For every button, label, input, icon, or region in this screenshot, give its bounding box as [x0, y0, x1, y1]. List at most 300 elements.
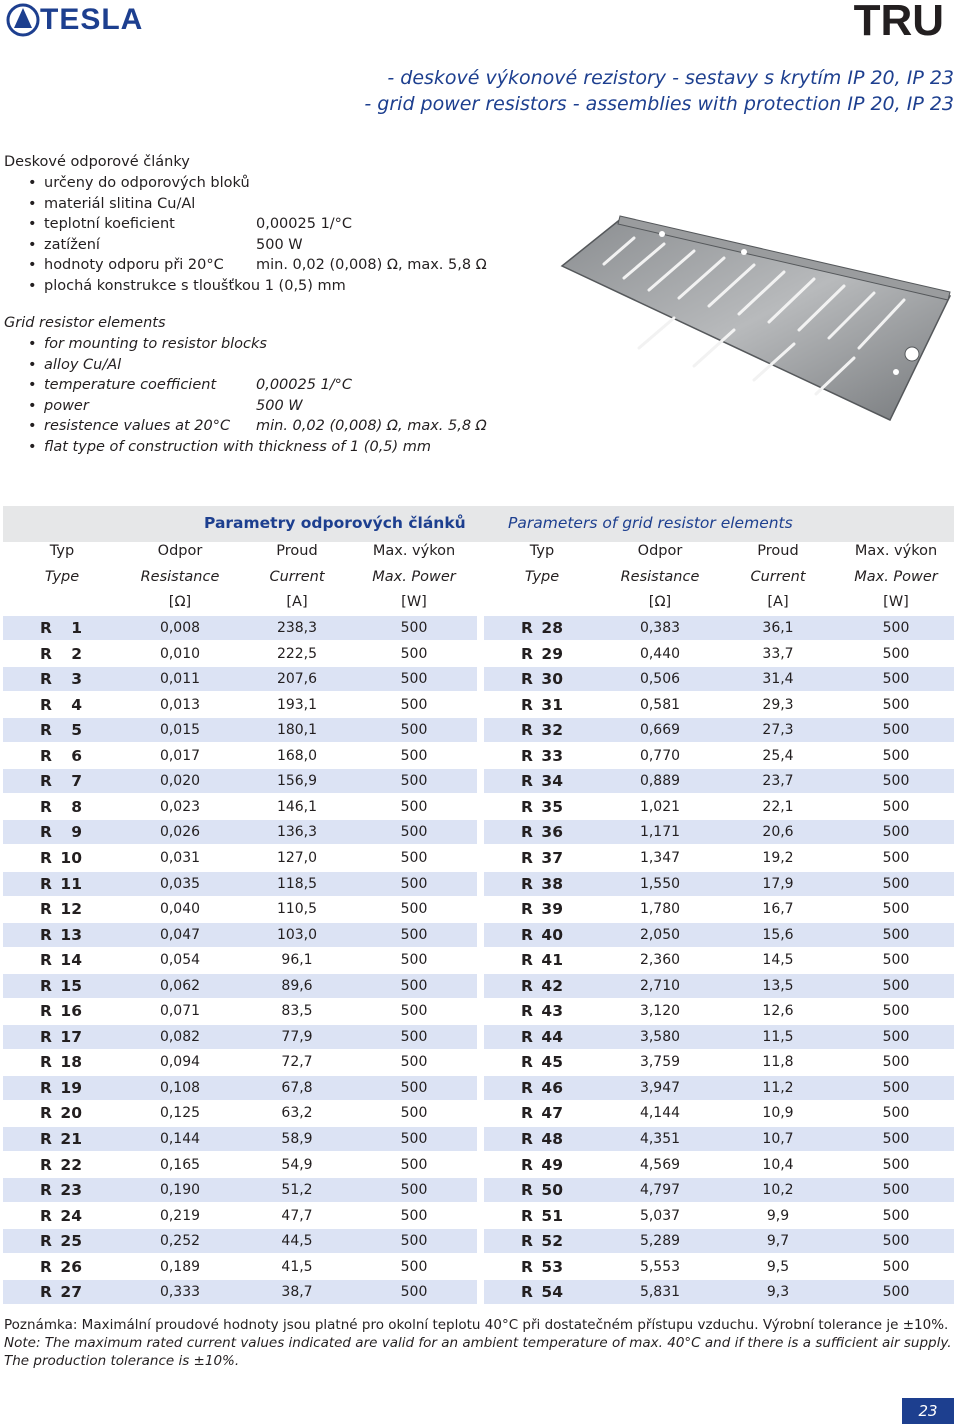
column-header: Max. výkon [854, 543, 938, 559]
column-header: Type [44, 569, 80, 585]
cell-type [521, 769, 563, 793]
column-header: Max. Power [372, 569, 456, 585]
cell-pow: 500 [882, 952, 910, 969]
type-prefix: R [40, 1078, 52, 1097]
cell-pow: 500 [400, 952, 428, 969]
cell-cur: 22,1 [762, 798, 794, 815]
cell-res: 0,219 [159, 1207, 201, 1224]
cell-type [521, 1229, 563, 1253]
type-prefix: R [40, 1181, 52, 1200]
cell-res: 3,759 [639, 1054, 681, 1071]
cell-cur: 63,2 [281, 1105, 313, 1122]
type-prefix: R [521, 1130, 533, 1148]
cell-type [40, 769, 82, 793]
type-number: 34 [541, 772, 563, 791]
cell-type [521, 846, 563, 870]
specs-cs-title: Deskové odporové články [4, 154, 190, 170]
cell-type [521, 718, 563, 742]
column-header: Max. výkon [372, 543, 456, 559]
cell-type [40, 1050, 82, 1074]
type-number: 39 [541, 900, 563, 919]
cell-cur: 9,3 [766, 1284, 790, 1301]
cell-type [521, 999, 563, 1023]
type-number: 13 [60, 925, 82, 944]
cell-pow: 500 [400, 1131, 428, 1147]
grid-resistor-photo [544, 168, 956, 444]
type-number: 2 [71, 644, 82, 663]
spec-item [28, 235, 548, 255]
type-prefix: R [40, 670, 52, 689]
cell-cur: 11,8 [762, 1054, 794, 1071]
cell-cur: 168,0 [276, 747, 318, 764]
type-number: 37 [541, 848, 563, 867]
cell-type [521, 1280, 563, 1304]
cell-cur: 10,9 [762, 1105, 794, 1122]
type-prefix: R [40, 823, 52, 842]
cell-pow: 500 [882, 722, 910, 739]
type-number: 23 [60, 1181, 82, 1200]
cell-pow: 500 [882, 1233, 910, 1250]
cell-res: 5,553 [639, 1258, 681, 1275]
spec-item [28, 194, 548, 214]
column-header: Max. Power [854, 569, 938, 585]
type-prefix: R [40, 1027, 52, 1046]
cell-cur: 36,1 [762, 620, 794, 636]
type-prefix: R [40, 746, 52, 765]
cell-cur: 31,4 [762, 671, 794, 688]
cell-res: 3,947 [639, 1079, 681, 1096]
cell-pow: 500 [400, 1284, 428, 1301]
type-number: 21 [60, 1130, 82, 1148]
cell-type [40, 846, 82, 870]
spec-item [28, 276, 548, 296]
type-prefix: R [40, 1002, 52, 1021]
cell-type [521, 616, 563, 640]
type-prefix: R [40, 1206, 52, 1225]
spec-value: min. 0,02 (0,008) Ω, max. 5,8 Ω [256, 418, 487, 434]
type-number: 49 [541, 1155, 563, 1174]
type-prefix: R [40, 848, 52, 867]
type-prefix: R [521, 1155, 533, 1174]
type-prefix: R [521, 1232, 533, 1251]
type-number: 19 [60, 1078, 82, 1097]
cell-type [40, 667, 82, 691]
spec-item [28, 416, 548, 436]
type-number: 31 [541, 695, 563, 714]
type-prefix: R [521, 1053, 533, 1072]
cell-res: 0,082 [159, 1028, 201, 1045]
cell-pow: 500 [400, 1054, 428, 1071]
cell-res: 3,120 [639, 1003, 681, 1020]
cell-pow: 500 [400, 722, 428, 739]
cell-cur: 238,3 [276, 620, 318, 636]
cell-cur: 96,1 [281, 952, 313, 969]
cell-res: 4,144 [639, 1105, 681, 1122]
type-prefix: R [521, 874, 533, 893]
type-prefix: R [40, 1104, 52, 1123]
spec-label: materiál slitina Cu/Al [44, 195, 196, 212]
specs-en-title: Grid resistor elements [4, 315, 166, 331]
cell-type [40, 718, 82, 742]
column-header: Type [524, 569, 560, 585]
spec-label: teplotní koeficient [44, 216, 175, 232]
bullet-icon: • [28, 438, 37, 455]
spec-value: 0,00025 1/°C [256, 216, 353, 232]
brand-name: TESLA [40, 3, 144, 36]
cell-res: 0,190 [159, 1182, 201, 1199]
cell-cur: 25,4 [762, 747, 794, 764]
type-prefix: R [521, 670, 533, 689]
spec-item [28, 396, 548, 416]
cell-res: 0,062 [159, 977, 201, 994]
column-header: Typ [529, 543, 555, 559]
cell-pow: 500 [882, 645, 910, 662]
cell-type [40, 1204, 82, 1228]
cell-res: 1,171 [639, 824, 681, 841]
cell-res: 0,020 [159, 773, 201, 790]
column-header: [A] [286, 594, 308, 610]
cell-cur: 33,7 [762, 645, 794, 662]
cell-cur: 29,3 [762, 696, 794, 713]
cell-cur: 77,9 [281, 1028, 313, 1045]
cell-pow: 500 [400, 849, 428, 866]
cell-res: 0,383 [639, 620, 681, 636]
cell-type [521, 974, 563, 998]
cell-cur: 127,0 [276, 849, 318, 866]
cell-type [521, 923, 563, 947]
tesla-logo-icon [6, 2, 42, 38]
cell-pow: 500 [400, 1207, 428, 1224]
cell-pow: 500 [400, 1233, 428, 1250]
cell-res: 0,047 [159, 926, 201, 943]
type-prefix: R [521, 619, 533, 637]
type-number: 11 [60, 874, 82, 893]
cell-res: 1,550 [639, 875, 681, 892]
cell-cur: 12,6 [762, 1003, 794, 1020]
cell-cur: 136,3 [276, 824, 318, 841]
type-number: 17 [60, 1027, 82, 1046]
type-prefix: R [40, 1155, 52, 1174]
type-prefix: R [521, 976, 533, 995]
bullet-icon: • [28, 336, 37, 352]
cell-res: 0,054 [159, 952, 201, 969]
type-prefix: R [40, 1130, 52, 1148]
cell-res: 0,094 [159, 1054, 201, 1071]
spec-item [28, 355, 548, 375]
spec-item [28, 437, 548, 457]
spec-label: hodnoty odporu při 20°C [44, 257, 224, 273]
spec-item [28, 173, 548, 193]
cell-pow: 500 [882, 1054, 910, 1071]
type-number: 54 [541, 1283, 563, 1302]
cell-res: 0,669 [639, 722, 681, 739]
type-number: 35 [541, 797, 563, 816]
cell-type [521, 1178, 563, 1202]
cell-pow: 500 [882, 926, 910, 943]
spec-label: resistence values at 20°C [44, 418, 231, 434]
cell-type [521, 897, 563, 921]
type-number: 27 [60, 1283, 82, 1302]
cell-type [40, 1229, 82, 1253]
column-header: Resistance [140, 569, 220, 585]
cell-res: 4,351 [639, 1131, 681, 1147]
cell-res: 4,797 [639, 1182, 681, 1199]
type-number: 29 [541, 644, 563, 663]
cell-res: 2,360 [639, 952, 681, 969]
type-number: 4 [71, 695, 82, 714]
cell-type [521, 820, 563, 844]
cell-type [521, 693, 563, 717]
spec-label: power [44, 397, 89, 414]
cell-type [40, 820, 82, 844]
type-prefix: R [40, 772, 52, 791]
column-header: [W] [401, 594, 427, 610]
type-number: 53 [541, 1257, 563, 1276]
type-prefix: R [521, 1181, 533, 1200]
cell-pow: 500 [400, 747, 428, 764]
cell-cur: 44,5 [281, 1233, 313, 1250]
cell-res: 1,780 [639, 901, 681, 918]
cell-cur: 67,8 [281, 1079, 313, 1096]
column-header: Resistance [620, 569, 700, 585]
cell-type [40, 1101, 82, 1125]
cell-res: 0,770 [639, 747, 681, 764]
cell-type [40, 616, 82, 640]
type-number: 1 [71, 619, 82, 637]
cell-cur: 20,6 [762, 824, 794, 841]
type-prefix: R [40, 1232, 52, 1251]
cell-pow: 500 [882, 1105, 910, 1122]
cell-pow: 500 [400, 1028, 428, 1045]
type-number: 16 [60, 1002, 82, 1021]
cell-type [521, 1255, 563, 1279]
type-number: 12 [60, 900, 82, 919]
cell-pow: 500 [882, 1258, 910, 1275]
series-title: TRU [853, 0, 944, 45]
cell-res: 0,108 [159, 1079, 201, 1096]
bullet-icon: • [28, 216, 37, 232]
cell-type [40, 795, 82, 819]
type-number: 30 [541, 670, 563, 689]
cell-res: 1,347 [639, 849, 681, 866]
type-number: 9 [71, 823, 82, 842]
type-prefix: R [40, 797, 52, 816]
cell-pow: 500 [400, 620, 428, 636]
cell-res: 0,581 [639, 696, 681, 713]
type-prefix: R [521, 644, 533, 663]
type-prefix: R [40, 1257, 52, 1276]
cell-res: 0,889 [639, 773, 681, 790]
type-number: 32 [541, 721, 563, 740]
cell-pow: 500 [400, 773, 428, 790]
cell-cur: 193,1 [276, 696, 318, 713]
type-prefix: R [521, 1002, 533, 1021]
cell-type [40, 1255, 82, 1279]
cell-pow: 500 [882, 849, 910, 866]
type-prefix: R [521, 797, 533, 816]
cell-type [521, 872, 563, 896]
bullet-icon: • [28, 418, 37, 434]
type-number: 51 [541, 1206, 563, 1225]
cell-res: 0,011 [159, 671, 201, 688]
cell-pow: 500 [400, 671, 428, 688]
cell-type [40, 1178, 82, 1202]
cell-cur: 89,6 [281, 977, 313, 994]
cell-type [40, 642, 82, 666]
cell-pow: 500 [400, 1156, 428, 1173]
type-number: 22 [60, 1155, 82, 1174]
cell-res: 0,035 [159, 875, 201, 892]
cell-res: 5,831 [639, 1284, 681, 1301]
column-header: [Ω] [168, 594, 192, 610]
cell-res: 0,013 [159, 696, 201, 713]
type-prefix: R [521, 695, 533, 714]
type-prefix: R [521, 1206, 533, 1225]
bullet-icon: • [28, 356, 37, 373]
spec-item [28, 334, 548, 354]
cell-type [521, 667, 563, 691]
bullet-icon: • [28, 277, 37, 294]
type-prefix: R [40, 1283, 52, 1302]
type-prefix: R [40, 619, 52, 637]
type-number: 8 [71, 797, 82, 816]
spec-label: temperature coefficient [44, 377, 217, 393]
spec-value: 500 W [256, 236, 303, 253]
cell-pow: 500 [882, 1003, 910, 1020]
type-prefix: R [521, 848, 533, 867]
cell-cur: 54,9 [281, 1156, 313, 1173]
column-header: Typ [49, 543, 75, 559]
spec-value: 0,00025 1/°C [256, 377, 353, 393]
type-number: 44 [541, 1027, 563, 1046]
table-title-cs: Parametry odporových článků [204, 514, 466, 532]
cell-type [40, 1127, 82, 1151]
cell-type [40, 897, 82, 921]
type-number: 7 [71, 772, 82, 791]
cell-cur: 9,5 [766, 1258, 790, 1275]
cell-cur: 16,7 [762, 901, 794, 918]
type-number: 6 [71, 746, 82, 765]
cell-pow: 500 [882, 1079, 910, 1096]
type-prefix: R [521, 1078, 533, 1097]
spec-label: for mounting to resistor blocks [44, 336, 267, 352]
note-en: Note: The maximum rated current values indicated are valid for an ambient temperature of max. 40°C and if there is a sufficient air supply. The production tolerance is ±10%. [4, 1335, 952, 1369]
cell-res: 5,289 [639, 1233, 681, 1250]
cell-res: 0,071 [159, 1003, 201, 1020]
cell-cur: 118,5 [276, 875, 318, 892]
type-prefix: R [521, 1257, 533, 1276]
cell-cur: 38,7 [281, 1284, 313, 1301]
cell-type [521, 795, 563, 819]
type-prefix: R [40, 951, 52, 970]
cell-res: 0,189 [159, 1258, 201, 1275]
type-prefix: R [40, 721, 52, 740]
cell-pow: 500 [400, 1079, 428, 1096]
type-prefix: R [521, 823, 533, 842]
cell-pow: 500 [882, 773, 910, 790]
bullet-icon: • [28, 397, 37, 414]
type-number: 40 [541, 925, 563, 944]
type-number: 20 [60, 1104, 82, 1123]
cell-type [521, 1153, 563, 1177]
cell-res: 0,040 [159, 901, 201, 918]
column-header: Odpor [637, 543, 683, 559]
cell-type [521, 1050, 563, 1074]
cell-type [40, 872, 82, 896]
column-header: Proud [757, 543, 799, 559]
column-header: [A] [767, 594, 789, 610]
cell-cur: 10,2 [762, 1182, 794, 1199]
spec-item [28, 375, 548, 395]
cell-cur: 11,5 [762, 1028, 794, 1045]
cell-pow: 500 [400, 1182, 428, 1199]
bullet-icon: • [28, 195, 37, 212]
cell-pow: 500 [400, 645, 428, 662]
type-number: 41 [541, 951, 563, 970]
cell-type [40, 948, 82, 972]
cell-type [521, 948, 563, 972]
cell-res: 4,569 [639, 1156, 681, 1173]
type-prefix: R [521, 900, 533, 919]
type-prefix: R [521, 1283, 533, 1302]
cell-cur: 11,2 [762, 1079, 794, 1096]
cell-cur: 10,7 [762, 1131, 794, 1147]
type-prefix: R [40, 644, 52, 663]
cell-pow: 500 [400, 977, 428, 994]
type-prefix: R [521, 772, 533, 791]
column-header: Current [750, 569, 806, 585]
type-number: 14 [60, 951, 82, 970]
cell-cur: 51,2 [281, 1182, 313, 1199]
type-number: 33 [541, 746, 563, 765]
cell-res: 0,440 [639, 645, 681, 662]
type-number: 52 [541, 1232, 563, 1251]
cell-res: 0,010 [159, 645, 201, 662]
cell-cur: 19,2 [762, 849, 794, 866]
cell-cur: 83,5 [281, 1003, 313, 1020]
cell-res: 0,026 [159, 824, 201, 841]
cell-type [40, 1280, 82, 1304]
cell-pow: 500 [882, 1131, 910, 1147]
cell-res: 5,037 [639, 1207, 681, 1224]
cell-pow: 500 [882, 977, 910, 994]
cell-res: 0,125 [159, 1105, 201, 1122]
cell-cur: 180,1 [276, 722, 318, 739]
spec-value: 500 W [256, 397, 303, 414]
type-number: 25 [60, 1232, 82, 1251]
type-number: 15 [60, 976, 82, 995]
type-prefix: R [40, 976, 52, 995]
type-number: 10 [60, 848, 82, 867]
cell-res: 0,165 [159, 1156, 201, 1173]
cell-pow: 500 [400, 926, 428, 943]
cell-cur: 17,9 [762, 875, 794, 892]
spec-item [28, 214, 548, 234]
column-header: Current [269, 569, 325, 585]
cell-type [40, 1025, 82, 1049]
spec-label: zatížení [44, 236, 100, 253]
cell-res: 0,252 [159, 1233, 201, 1250]
type-number: 36 [541, 823, 563, 842]
bullet-icon: • [28, 175, 37, 191]
column-header: Proud [276, 543, 318, 559]
type-number: 18 [60, 1053, 82, 1072]
cell-cur: 9,7 [766, 1233, 790, 1250]
cell-type [40, 693, 82, 717]
cell-cur: 13,5 [762, 977, 794, 994]
cell-type [40, 1153, 82, 1177]
cell-cur: 72,7 [281, 1054, 313, 1071]
